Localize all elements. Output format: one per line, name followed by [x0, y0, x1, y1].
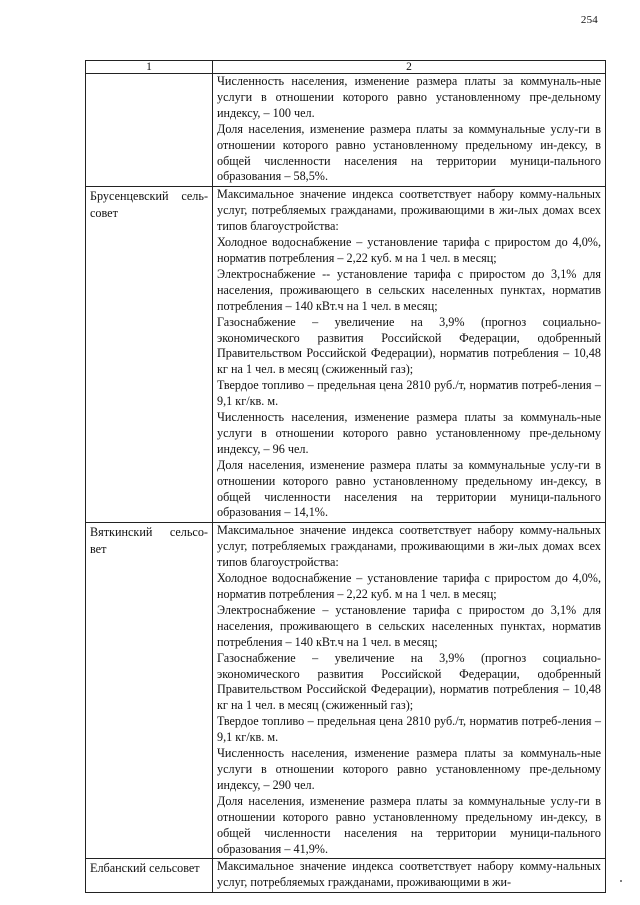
table-row — [86, 187, 606, 523]
tariff-description — [213, 859, 606, 893]
column-header-1: 1 — [86, 61, 213, 74]
description-paragraph: Газоснабжение – увеличение на 3,9% (прогноз социально-экономического развития Российской Федерации, одобренный Правительством Российской Федерации), норматив потребления – 10,48 кг на 1 чел. в месяц (сжиженный газ); — [217, 314, 601, 377]
municipality-name: Брусенцевский сель-совет — [86, 187, 213, 523]
column-header-2: 2 — [213, 61, 606, 74]
page-number: 254 — [580, 14, 598, 26]
description-paragraph: Численность населения, изменение размера платы за коммуналь-ные услуги в отношении которого равно установленному пре-дельному индексу, – 96 чел. — [217, 410, 601, 456]
tariff-description — [213, 523, 606, 859]
description-paragraph: Максимальное значение индекса соответствует набору комму-нальных услуг, потребляемых гражданами, проживающими в жи-лых домах всех типов благоустройства: — [217, 523, 601, 570]
description-paragraph: Численность населения, изменение размера платы за коммуналь-ные услуги в отношении которого равно установленному пре-дельному индексу, – 290 чел. — [217, 746, 601, 792]
table-row — [86, 859, 606, 893]
description-paragraph: Максимальное значение индекса соответствует набору комму-нальных услуг, потребляемых гражданами, проживающими в жи-лых домах всех типов благоустройства: — [217, 187, 601, 234]
municipality-name: Елбанский сельсовет — [86, 859, 213, 893]
municipality-name: Вяткинский сельсо-вет — [86, 523, 213, 859]
tariff-description — [213, 74, 606, 187]
scan-speck — [620, 880, 622, 882]
tariff-description — [213, 187, 606, 523]
table-row — [86, 523, 606, 859]
description-paragraph: Твердое топливо – предельная цена 2810 руб./т, норматив потреб-ления – 9,1 кг/кв. м. — [217, 714, 601, 745]
description-paragraph: Доля населения, изменение размера платы за коммунальные услу-ги в отношении которого равно установленному предельному ин-дексу, в общей численности населения на территории муници-пального образования – 58,5%. — [217, 121, 601, 184]
description-paragraph: Электроснабжение -- установление тарифа с приростом до 3,1% для населения, проживающего в сельских населенных пунктах, норматив потребления – 140 кВт.ч на 1 чел. в месяц; — [217, 266, 601, 313]
description-paragraph: Электроснабжение – установление тарифа с приростом до 3,1% для населения, проживающего в сельских населенных пунктах, норматив потребления – 140 кВт.ч на 1 чел. в месяц; — [217, 602, 601, 649]
description-paragraph: Холодное водоснабжение – установление тарифа с приростом до 4,0%, норматив потребления – 2,22 куб. м на 1 чел. в месяц; — [217, 235, 601, 265]
description-paragraph: Холодное водоснабжение – установление тарифа с приростом до 4,0%, норматив потребления – 2,22 куб. м на 1 чел. в месяц; — [217, 571, 601, 601]
description-paragraph: Газоснабжение – увеличение на 3,9% (прогноз социально-экономического развития Российской Федерации, одобренный Правительством Российской Федерации), норматив потребления – 10,48 кг на 1 чел. в месяц (сжиженный газ); — [217, 650, 601, 713]
table-row — [86, 74, 606, 187]
municipality-name — [86, 74, 213, 187]
document-table — [85, 60, 606, 893]
description-paragraph: Доля населения, изменение размера платы за коммунальные услу-ги в отношении которого равно установленному предельному ин-дексу, в общей численности населения на территории муници-пального образования – 41,9%. — [217, 793, 601, 856]
description-paragraph: Твердое топливо – предельная цена 2810 руб./т, норматив потреб-ления – 9,1 кг/кв. м. — [217, 378, 601, 409]
table-header-row — [86, 61, 606, 74]
description-paragraph: Доля населения, изменение размера платы за коммунальные услу-ги в отношении которого равно установленному предельному ин-дексу, в общей численности населения на территории муници-пального образования – 14,1%. — [217, 457, 601, 520]
description-paragraph: Численность населения, изменение размера платы за коммуналь-ные услуги в отношении которого равно установленному пре-дельному индексу, – 100 чел. — [217, 74, 601, 120]
description-paragraph: Максимальное значение индекса соответствует набору комму-нальных услуг, потребляемых гражданами, проживающими в жи- — [217, 859, 601, 890]
